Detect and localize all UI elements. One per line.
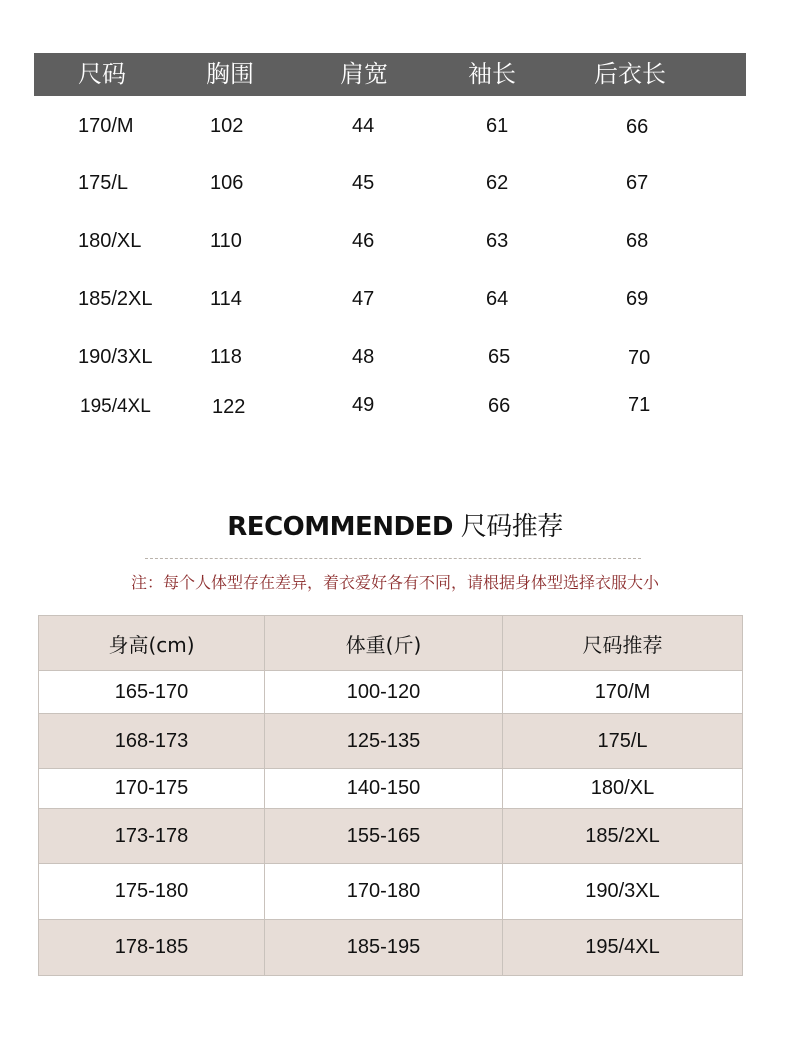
weight-cell: 125-135	[265, 714, 503, 768]
sleeve-cell: 63	[486, 230, 509, 252]
size-cell: 180/XL	[503, 769, 743, 808]
shoulder-cell: 48	[352, 346, 375, 368]
size-cell: 175/L	[503, 714, 743, 768]
recommend-table-row	[38, 809, 743, 864]
back-length-cell: 71	[628, 394, 651, 416]
chest-cell: 106	[210, 172, 244, 194]
sleeve-cell: 66	[488, 395, 511, 417]
recommend-title-en: RECOMMENDED	[227, 512, 453, 542]
header-back-length: 后衣长	[594, 60, 666, 88]
height-cell: 165-170	[38, 671, 265, 713]
back-length-cell: 68	[626, 230, 649, 252]
size-cell: 185/2XL	[503, 809, 743, 863]
size-cell: 170/M	[78, 115, 134, 137]
size-cell: 190/3XL	[503, 864, 743, 919]
sleeve-cell: 64	[486, 288, 509, 310]
size-cell: 180/XL	[78, 230, 142, 252]
size-cell: 185/2XL	[78, 288, 153, 310]
back-length-cell: 67	[626, 172, 649, 194]
recommend-table-row	[38, 920, 743, 976]
height-cell: 173-178	[38, 809, 265, 863]
recommend-table-row	[38, 864, 743, 920]
recommend-table-header	[38, 615, 743, 671]
recommend-table-row	[38, 714, 743, 769]
chest-cell: 122	[212, 396, 246, 418]
header-height: 身高(cm)	[38, 616, 265, 670]
header-size: 尺码	[78, 60, 126, 88]
height-cell: 175-180	[38, 864, 265, 919]
recommend-title	[0, 510, 790, 544]
shoulder-cell: 44	[352, 115, 375, 137]
shoulder-cell: 46	[352, 230, 375, 252]
back-length-cell: 66	[626, 116, 649, 138]
size-cell: 190/3XL	[78, 346, 153, 368]
chest-cell: 114	[210, 288, 242, 310]
header-chest: 胸围	[206, 60, 254, 88]
header-recommended-size: 尺码推荐	[503, 616, 743, 670]
recommend-table	[38, 615, 743, 976]
header-sleeve: 袖长	[468, 60, 516, 88]
header-shoulder: 肩宽	[340, 60, 388, 88]
header-weight: 体重(斤)	[265, 616, 503, 670]
shoulder-cell: 45	[352, 172, 375, 194]
recommend-table-row	[38, 769, 743, 809]
chest-cell: 118	[210, 346, 242, 368]
chest-cell: 110	[210, 230, 242, 252]
back-length-cell: 69	[626, 288, 649, 310]
dashed-divider	[145, 558, 641, 559]
weight-cell: 155-165	[265, 809, 503, 863]
shoulder-cell: 49	[352, 394, 375, 416]
height-cell: 168-173	[38, 714, 265, 768]
size-cell: 195/4XL	[80, 396, 151, 417]
height-cell: 178-185	[38, 920, 265, 975]
weight-cell: 100-120	[265, 671, 503, 713]
sleeve-cell: 62	[486, 172, 509, 194]
chest-cell: 102	[210, 115, 244, 137]
weight-cell: 140-150	[265, 769, 503, 808]
sleeve-cell: 65	[488, 346, 511, 368]
recommend-table-row	[38, 671, 743, 714]
size-cell: 175/L	[78, 172, 129, 194]
sleeve-cell: 61	[486, 115, 509, 137]
back-length-cell: 70	[628, 347, 651, 369]
height-cell: 170-175	[38, 769, 265, 808]
size-cell: 195/4XL	[503, 920, 743, 975]
recommend-note: 注：每个人体型存在差异，着衣爱好各有不同，请根据身体型选择衣服大小	[130, 573, 659, 592]
size-table-header	[34, 53, 746, 96]
recommend-title-cn: 尺码推荐	[460, 512, 563, 542]
weight-cell: 185-195	[265, 920, 503, 975]
weight-cell: 170-180	[265, 864, 503, 919]
size-cell: 170/M	[503, 671, 743, 713]
shoulder-cell: 47	[352, 288, 375, 310]
